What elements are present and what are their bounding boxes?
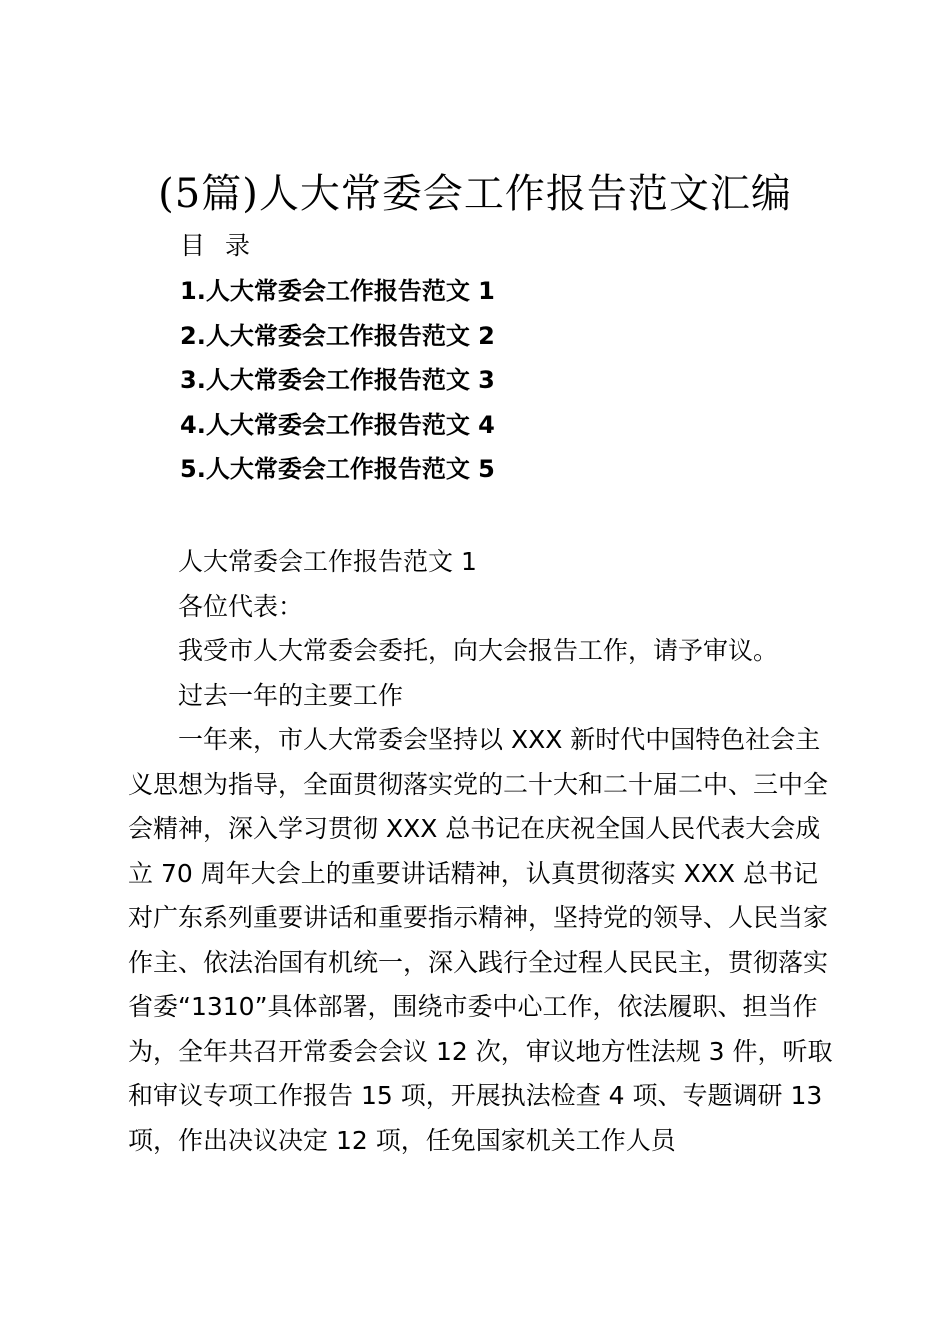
body-paragraph: 一年来，市人大常委会坚持以 XXX 新时代中国特色社会主义思想为指导，全面贯彻落实党的二十大和二十届二中、三中全会精神，深入学习贯彻 XXX 总书记在庆祝全国人民代表大会成立 70 周年大会上的重要讲话精神，认真贯彻落实 XXX 总书记对广东系列重要讲话和重要指示精神，坚持党的领导、人民当家作主、依法治国有机统一，深入践行全过程人民民主，贯彻落实省委“1310”具体部署，围绕市委中心工作，依法履职、担当作为，全年共召开常委会会议 12 次，审议地方性法规 3 件，听取和审议专项工作报告 15 项，开展执法检查 4 项、专题调研 13 项，作出决议决定 12 项，任免国家机关工作人员 xyxy=(128,725,833,1155)
salutation: 各位代表： xyxy=(178,591,304,621)
document-title: (5篇)人大常委会工作报告范文汇编 xyxy=(158,171,792,217)
intro-paragraph: 我受市人大常委会委托，向大会报告工作，请予审议。 xyxy=(178,636,779,665)
table-of-contents xyxy=(180,272,495,495)
toc-item[interactable]: 4.人大常委会工作报告范文 4 xyxy=(180,410,495,439)
toc-item[interactable]: 2.人大常委会工作报告范文 2 xyxy=(180,321,495,350)
toc-heading: 目 录 xyxy=(180,231,256,260)
subheading: 过去一年的主要工作 xyxy=(178,680,404,710)
toc-item[interactable]: 5.人大常委会工作报告范文 5 xyxy=(180,455,495,484)
toc-item[interactable]: 3.人大常委会工作报告范文 3 xyxy=(180,366,495,395)
document-body xyxy=(128,540,833,1163)
toc-item[interactable]: 1.人大常委会工作报告范文 1 xyxy=(180,277,495,305)
section-heading: 人大常委会工作报告范文 1 xyxy=(178,547,477,576)
